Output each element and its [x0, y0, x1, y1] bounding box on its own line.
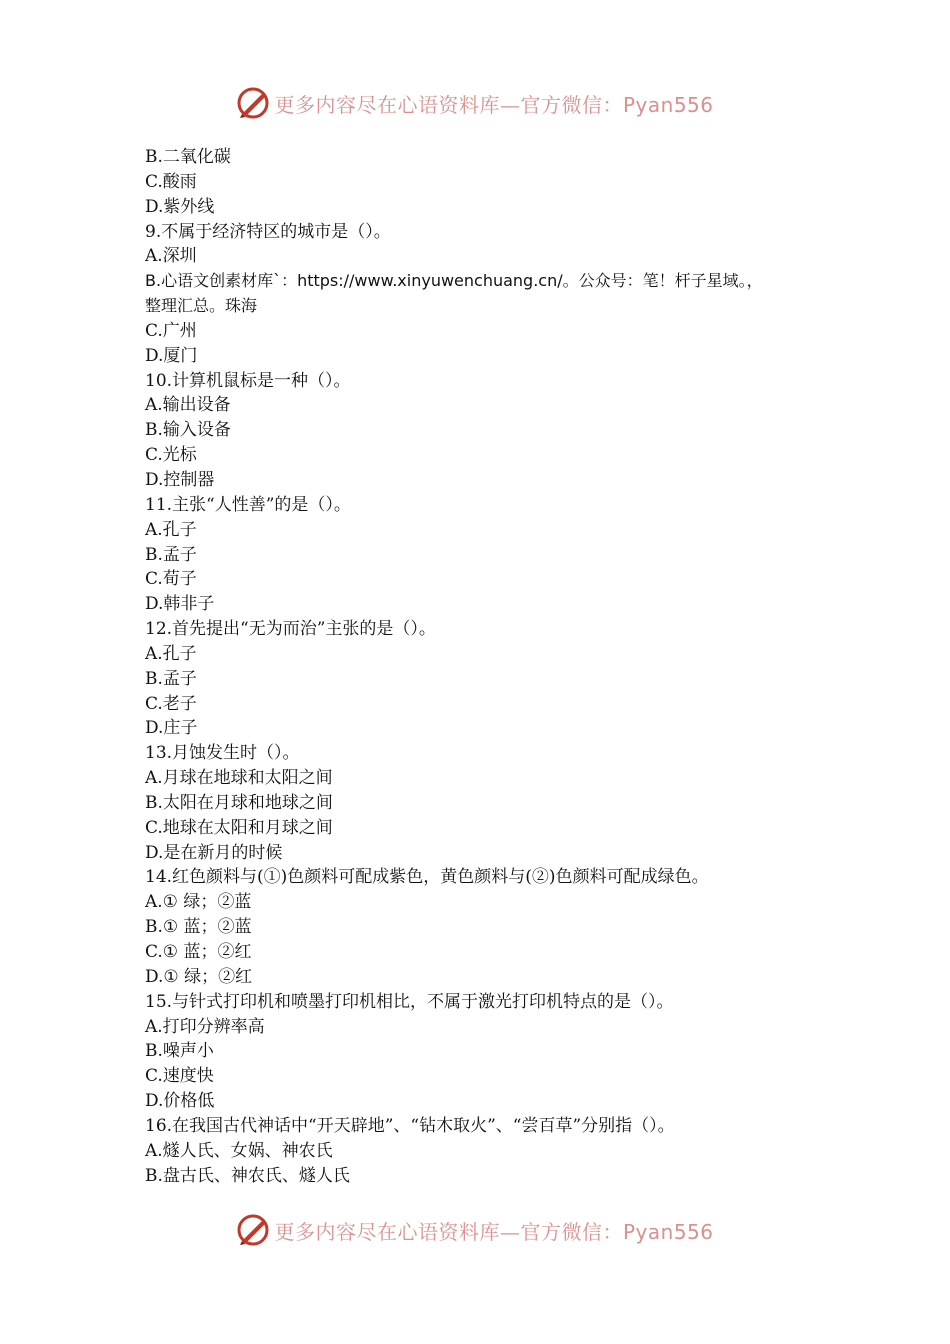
text-line: C.光标	[145, 445, 197, 466]
text-line: C.老子	[145, 693, 197, 714]
text-line: D.厦门	[145, 345, 198, 366]
text-line: B.盘古氏、神农氏、燧人氏	[145, 1165, 350, 1186]
text-line: B.噪声小	[145, 1041, 214, 1062]
text-line: B.输入设备	[145, 420, 231, 441]
text-line: B.太阳在月球和地球之间	[145, 792, 333, 813]
text-line: A.深圳	[145, 246, 197, 267]
pen-logo-icon	[236, 86, 270, 120]
text-line: D.庄子	[145, 718, 198, 739]
text-line: A.打印分辨率高	[145, 1016, 265, 1037]
text-line: 9.不属于经济特区的城市是（）。	[145, 221, 391, 242]
text-line: A.孔子	[145, 519, 197, 540]
text-line: D.韩非子	[145, 594, 215, 615]
text-line: C.① 蓝；②红	[145, 942, 252, 962]
text-line: C.地球在太阳和月球之间	[145, 817, 333, 838]
text-line: B.心语文创素材库`：https://www.xinyuwenchuang.cn/。公众号：笔！杆子星域。，	[145, 271, 763, 291]
text-line: A.① 绿；②蓝	[145, 892, 252, 913]
text-line: B.孟子	[145, 668, 197, 689]
watermark-text: 更多内容尽在心语资料库—官方微信：Pyan556	[274, 1219, 714, 1244]
text-line: C.酸雨	[145, 171, 197, 192]
wechat-id: Pyan556	[622, 1219, 714, 1244]
text-line: 12.首先提出“无为而治”主张的是（）。	[145, 619, 436, 640]
text-line: D.① 绿；②红	[145, 966, 253, 987]
text-line: 10.计算机鼠标是一种（）。	[145, 370, 351, 391]
text-line: B.孟子	[145, 544, 197, 565]
question-text	[145, 145, 825, 1188]
watermark-text: 更多内容尽在心语资料库—官方微信：Pyan556	[274, 92, 714, 117]
footer-watermark	[0, 1210, 950, 1250]
text-line: 11.主张“人性善”的是（）。	[145, 494, 351, 515]
text-line: C.速度快	[145, 1066, 214, 1087]
text-line: C.荀子	[145, 569, 197, 590]
text-line: 15.与针式打印机和喷墨打印机相比，不属于激光打印机特点的是（）。	[145, 991, 674, 1012]
text-line: C.广州	[145, 320, 197, 341]
text-line: D.价格低	[145, 1091, 215, 1112]
text-line: B.二氧化碳	[145, 147, 231, 167]
text-line: D.是在新月的时候	[145, 842, 283, 863]
text-line: D.控制器	[145, 469, 215, 490]
wechat-id: Pyan556	[622, 92, 714, 117]
text-line: 整理汇总。珠海	[145, 296, 258, 316]
text-line: 16.在我国古代神话中“开天辟地”、“钻木取火”、“尝百草”分别指（）。	[145, 1115, 675, 1136]
text-line: D.紫外线	[145, 196, 215, 217]
text-line: 14.红色颜料与(①)色颜料可配成紫色，黄色颜料与(②)色颜料可配成绿色。	[145, 867, 709, 888]
header-watermark	[0, 83, 950, 123]
pen-logo-icon	[236, 1213, 270, 1247]
text-line: A.输出设备	[145, 395, 231, 416]
text-line: A.月球在地球和太阳之间	[145, 768, 333, 789]
text-line: A.燧人氏、女娲、神农氏	[145, 1140, 333, 1161]
text-line: A.孔子	[145, 643, 197, 664]
text-line: B.① 蓝；②蓝	[145, 917, 252, 938]
text-line: 13.月蚀发生时（）。	[145, 743, 300, 764]
